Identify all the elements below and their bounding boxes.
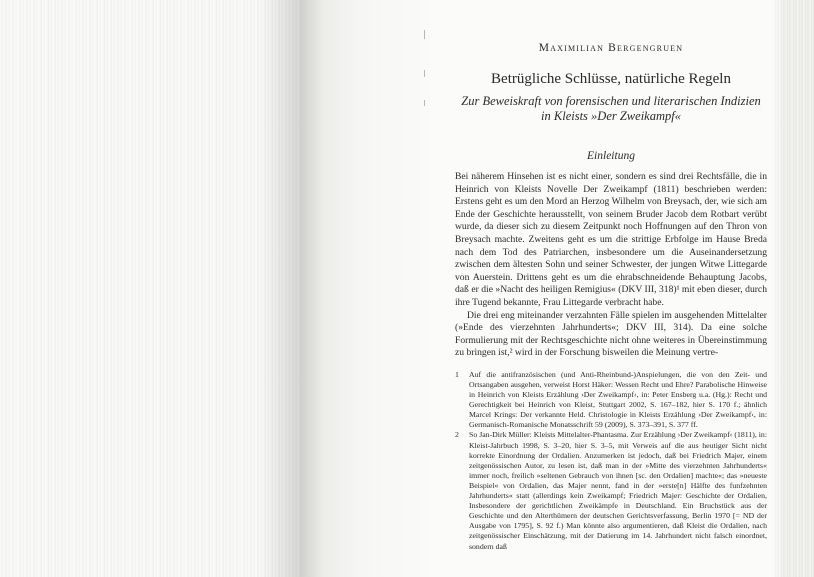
gutter-mark [424,100,425,106]
article-title: Betrügliche Schlüsse, natürliche Regeln [491,71,731,87]
running-head: Maximilian Bergengruen [538,42,684,54]
book-gutter [300,0,430,577]
footnote-number: 2 [455,430,459,440]
footnote [455,430,767,551]
left-page-edge [0,0,300,577]
gutter-mark [424,30,425,39]
paragraph: Bei näherem Hinsehen ist es nicht einer, sondern es sind drei Rechtsfälle, die in Heinrich von Kleists Novelle Der Zweikampf (1811) beschrieben werden: Erstens geht es um den Mord an Herzog Wilhelm von Breysach, der, wie sich am Ende der Geschichte herausstellt, von seinem Bruder Jacob dem Rotbart verübt wurde, da dieser sich zu diesem Zeitpunkt noch Hoffnungen auf den Thron von Breysach machte. Zweitens geht es um die strittige Erbfolge im Hause Breda nach dem Tod des Patriarchen, insbesondere um die Auseinandersetzung zwischen dem ältesten Sohn und seiner Schwester, der jungen Witwe Littegarde von Auerstein. Drittens geht es um die ehrabschneidende Behauptung Jacobs, daß er die »Nacht des heiligen Remigius« (DKV III, 318)¹ mit eben dieser, durch ihre Tugend bekannte, Frau Littegarde verbracht habe. [455,171,767,308]
body-text [455,171,767,360]
footnote [455,370,767,431]
subtitle-line: in Kleists »Der Zweikampf« [541,109,681,123]
article-subtitle [455,94,767,124]
subtitle-line: Zur Beweiskraft von forensischen und literarischen Indizien [461,94,761,108]
footnote-text: Auf die antifranzösischen (und Anti-Rheinbund-)Anspielungen, die von den Zeit- und Ortsangaben ausgehen, verweist Horst Häker: Wessen Recht und Ehre? Parabolische Hinweise in Heinrich von Kleists Erzählung ›Der Zweikampf‹, in: Peter Ensberg u.a. (Hg.): Recht und Gerechtigkeit bei Heinrich von Kleist, Stuttgart 2002, S. 167–182, hier S. 170 f.; ähnlich Marcel Krings: Der verkannte Held. Christologie in Kleists Erzählung ›Der Zweikampf‹, in: Germanisch-Romanische Monatsschrift 59 (2009), S. 373–391, S. 377 ff. [469,369,767,430]
document-page [455,40,767,570]
footnotes [455,370,767,552]
section-heading: Einleitung [587,150,635,162]
gutter-mark [424,70,425,77]
paragraph: Die drei eng miteinander verzahnten Fälle spielen im ausgehenden Mittelalter (»Ende des vierzehnten Jahrhunderts«; DKV III, 314). Da eine solche Formulierung mit der Rechtsgeschichte nicht ohne weiteres in Übereinstimmung zu bringen ist,² wird in der Forschung bisweilen die Meinung vertre- [455,309,767,359]
footnote-number: 1 [455,369,459,379]
right-page-edge [770,0,814,577]
footnote-text: So Jan-Dirk Müller: Kleists Mittelalter-Phantasma. Zur Erzählung ›Der Zweikampf‹ (1811), in: Kleist-Jahrbuch 1998, S. 3–20, hier S. 3–5, mit Verweis auf die aus heutiger Sicht nicht korrekte Einordnung der Ordalien. Anzumerken ist jedoch, daß bei Friedrich Majer, einem zeitgenössischen Autor, zu lesen ist, daß man in der »Mitte des vierzehnten Jahrhunderts« immer noch, freilich »seltenen Gebrauch von ihnen [sc. den Ordalien] machte«; das »neueste Beispiel« von Ordalien, das Majer nennt, fand in der »erste[n] Hälfte des funfzehnten Jahrhunderts« statt (allerdings kein Zweikampf; Friedrich Majer: Geschichte der Ordalien, Insbesondere der gerichtlichen Zweikämpfe in Deutschland. Ein Bruchstück aus der Geschichte und den Alterthümern der deutschen Gerichtsverfassung, Berlin 1970 [= ND der Ausgabe von 1795], S. 92 f.) Man könnte also argumentieren, daß Kleist die Ordalien, nach zeitgenössischer Einschätzung, mit der Datierung im 14. Jahrhundert nicht falsch einordnet, sondern daß [469,430,767,551]
